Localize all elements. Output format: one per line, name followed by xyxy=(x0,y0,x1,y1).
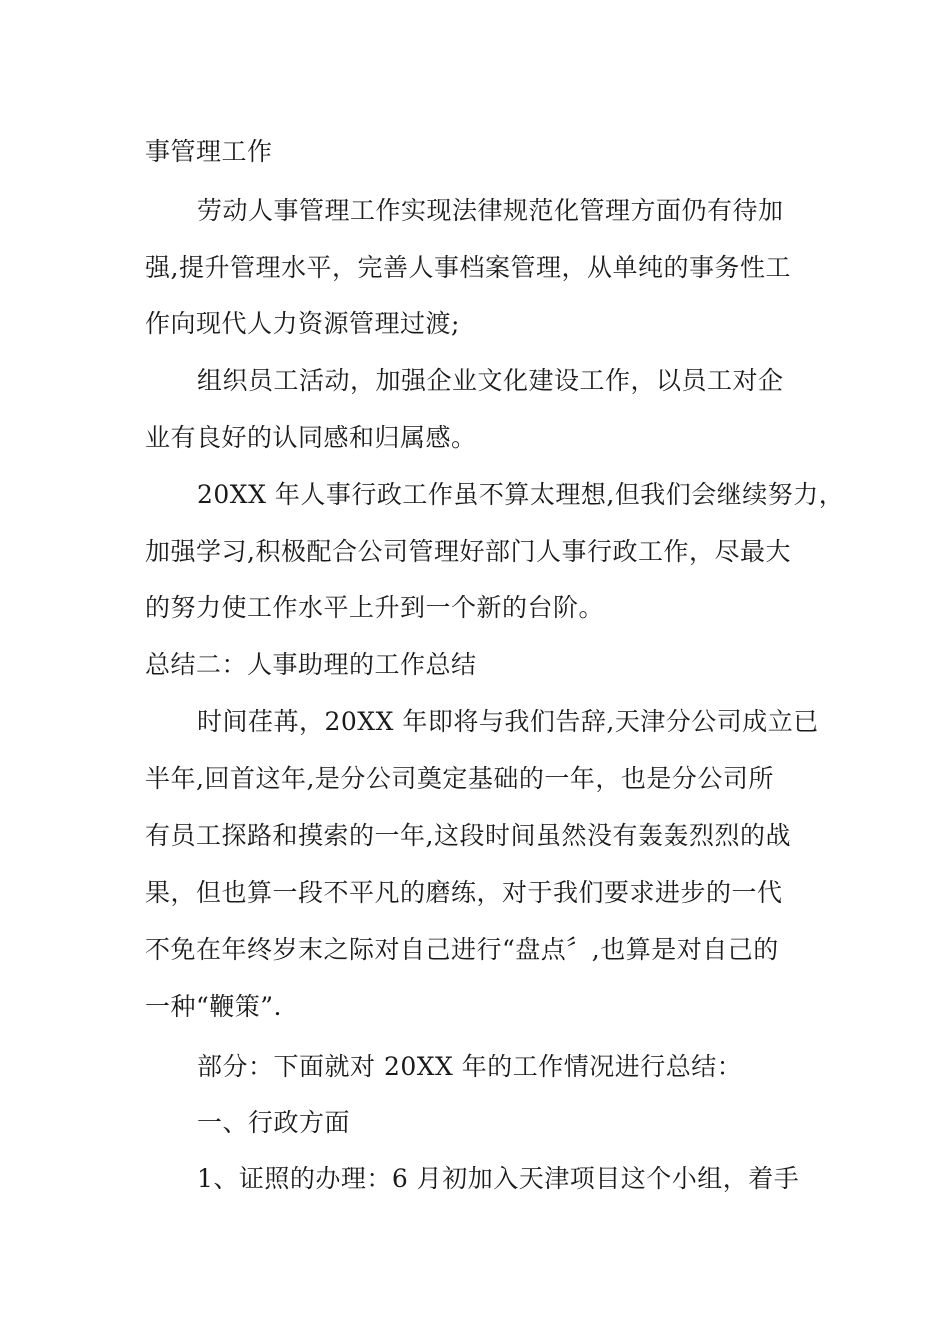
text-line: 果，但也算一段不平凡的磨练，对于我们要求进步的一代 xyxy=(145,878,783,907)
text-line: 作向现代人力资源管理过渡; xyxy=(145,309,460,338)
text-line: 业有良好的认同感和归属感。 xyxy=(145,423,477,452)
text-line: 加强学习,积极配合公司管理好部门人事行政工作，尽最大 xyxy=(145,537,791,566)
text-line: 一种“鞭策”. xyxy=(145,992,283,1021)
text-line: 强,提升管理水平，完善人事档案管理，从单纯的事务性工 xyxy=(145,253,791,282)
subheading: 一、行政方面 xyxy=(197,1108,351,1137)
text-line: 组织员工活动，加强企业文化建设工作，以员工对企 xyxy=(197,366,784,395)
text-line: 事管理工作 xyxy=(145,137,273,166)
text-line: 不免在年终岁末之际对自己进行“盘点〞,也算是对自己的 xyxy=(145,935,779,964)
text-line: 时间荏苒，20XX 年即将与我们告辞,天津分公司成立已 xyxy=(197,707,819,736)
text-line: 半年,回首这年,是分公司奠定基础的一年，也是分公司所 xyxy=(145,764,774,793)
text-line: 劳动人事管理工作实现法律规范化管理方面仍有待加 xyxy=(197,196,784,225)
section-heading: 总结二：人事助理的工作总结 xyxy=(145,650,477,679)
text-line: 的努力使工作水平上升到一个新的台阶。 xyxy=(145,593,605,622)
text-line: 20XX 年人事行政工作虽不算太理想,但我们会继续努力， xyxy=(197,480,845,509)
text-line: 部分：下面就对 20XX 年的工作情况进行总结： xyxy=(197,1052,743,1081)
text-line: 1、证照的办理：6 月初加入天津项目这个小组，着手 xyxy=(197,1164,800,1193)
text-line: 有员工探路和摸索的一年,这段时间虽然没有轰轰烈烈的战 xyxy=(145,821,791,850)
